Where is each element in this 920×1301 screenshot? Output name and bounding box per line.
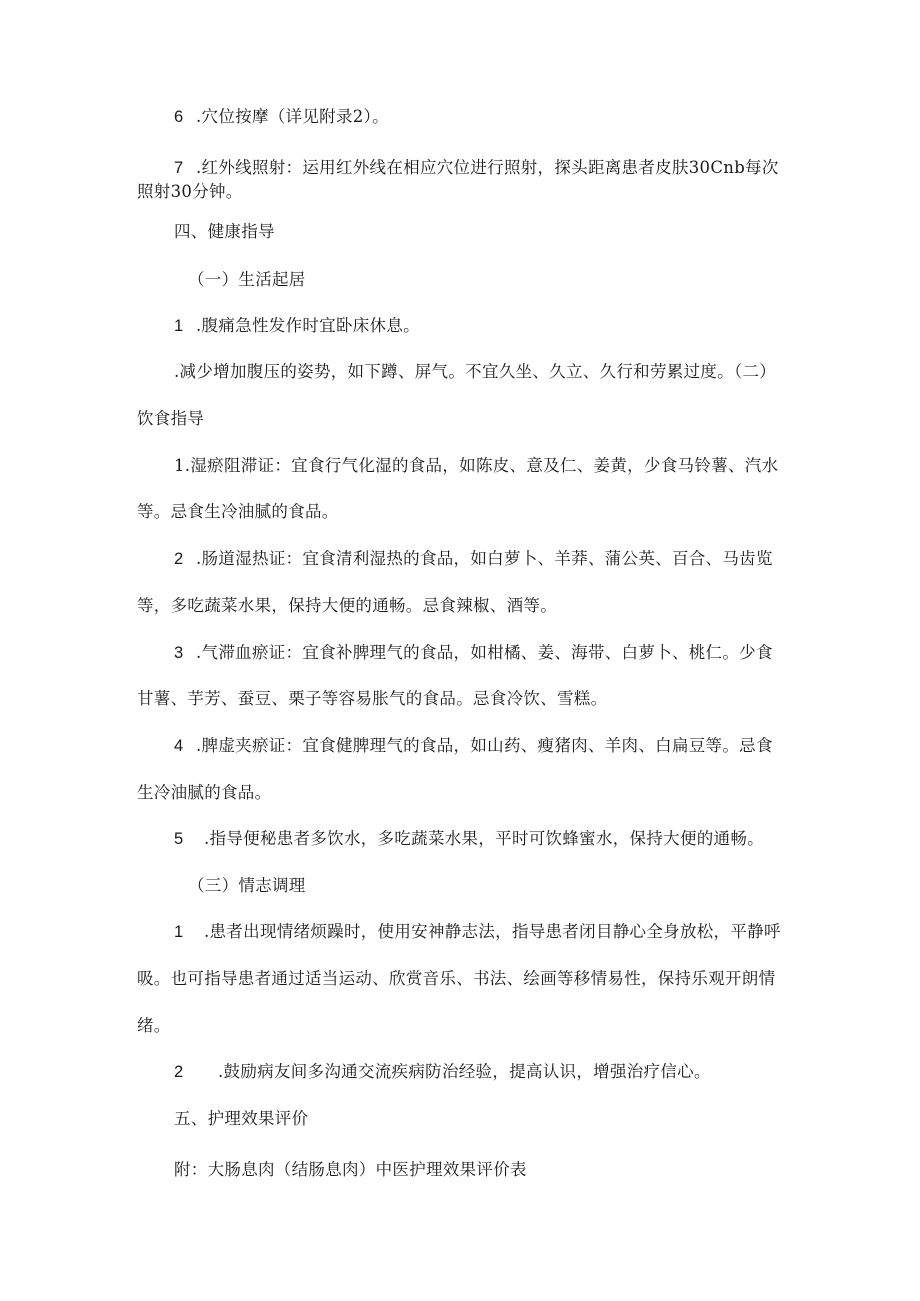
paragraph-diet-spleen-line1 bbox=[174, 736, 773, 756]
paragraph-text: .肠道湿热证：宜食清利湿热的食品，如白萝卜、羊莽、蒲公英、百合、马齿览 bbox=[196, 549, 773, 568]
paragraph-text: .鼓励病友间多沟通交流疾病防治经验，提高认识，增强治疗信心。 bbox=[218, 1062, 711, 1081]
list-number: 2 bbox=[174, 1063, 184, 1081]
paragraph-diet-qi-line2: 甘薯、芋芳、蚕豆、栗子等容易胀气的食品。忌食冷饮、雪糕。 bbox=[137, 689, 608, 708]
paragraph-posture-line2: 饮食指导 bbox=[137, 409, 205, 428]
paragraph-diet-heat-line1 bbox=[174, 549, 773, 569]
list-number: 6 bbox=[174, 108, 184, 126]
paragraph-diet-spleen-line2: 生冷油腻的食品。 bbox=[137, 783, 272, 802]
appendix-note: 附：大肠息肉（结肠息肉）中医护理效果评价表 bbox=[174, 1160, 527, 1179]
paragraph-emotion-line3: 绪。 bbox=[137, 1016, 171, 1035]
paragraph-text: .脾虚夹瘀证：宜食健脾理气的食品，如山药、瘦猪肉、羊肉、白扁豆等。忌食 bbox=[196, 736, 773, 755]
subheading-daily-living: （一）生活起居 bbox=[188, 270, 306, 289]
paragraph-emotion-line1 bbox=[174, 922, 781, 942]
paragraph-emotion-line2: 吸。也可指导患者通过适当运动、欣赏音乐、书法、绘画等移情易性，保持乐观开朗情 bbox=[137, 969, 776, 988]
list-number: 7 bbox=[174, 159, 184, 177]
section-heading-health-guidance: 四、健康指导 bbox=[174, 222, 275, 241]
paragraph-constipation bbox=[174, 829, 764, 849]
list-number: 5 bbox=[174, 830, 184, 848]
paragraph-text: .穴位按摩（详见附录2）。 bbox=[196, 107, 389, 126]
list-number: 3 bbox=[174, 644, 184, 662]
paragraph-diet-damp-line2: 等。忌食生冷油腻的食品。 bbox=[137, 502, 339, 521]
section-heading-nursing-evaluation: 五、护理效果评价 bbox=[174, 1109, 309, 1128]
paragraph-acupoint-massage bbox=[174, 107, 389, 127]
subheading-emotional-regulation: （三）情志调理 bbox=[188, 876, 306, 895]
paragraph-text: .指导便秘患者多饮水，多吃蔬菜水果，平时可饮蜂蜜水，保持大便的通畅。 bbox=[204, 829, 764, 848]
paragraph-peer-support bbox=[174, 1062, 711, 1082]
list-number: 4 bbox=[174, 737, 184, 755]
paragraph-infrared-line1 bbox=[174, 158, 779, 178]
paragraph-infrared-line2: 照射30分钟。 bbox=[137, 182, 243, 201]
paragraph-bed-rest bbox=[174, 316, 420, 336]
paragraph-diet-damp-line1: 1.湿瘀阻滞证：宜食行气化湿的食品，如陈皮、意及仁、姜黄，少食马铃薯、汽水 bbox=[174, 456, 779, 475]
paragraph-text: .腹痛急性发作时宜卧床休息。 bbox=[196, 316, 420, 335]
paragraph-posture-line1: .减少增加腹压的姿势，如下蹲、屏气。不宜久坐、久立、久行和劳累过度。（二） bbox=[174, 362, 777, 381]
list-number: 1 bbox=[174, 317, 184, 335]
paragraph-text: .气滞血瘀证：宜食补脾理气的食品，如柑橘、姜、海带、白萝卜、桃仁。少食 bbox=[196, 643, 773, 662]
list-number: 2 bbox=[174, 550, 184, 568]
list-number: 1 bbox=[174, 923, 184, 941]
paragraph-diet-heat-line2: 等，多吃蔬菜水果，保持大便的通畅。忌食辣椒、酒等。 bbox=[137, 596, 557, 615]
paragraph-text: .红外线照射：运用红外线在相应穴位进行照射，探头距离患者皮肤30Cnb每次 bbox=[196, 158, 779, 177]
paragraph-text: .患者出现情绪烦躁时，使用安神静志法，指导患者闭目静心全身放松，平静呼 bbox=[204, 922, 781, 941]
paragraph-diet-qi-line1 bbox=[174, 643, 773, 663]
